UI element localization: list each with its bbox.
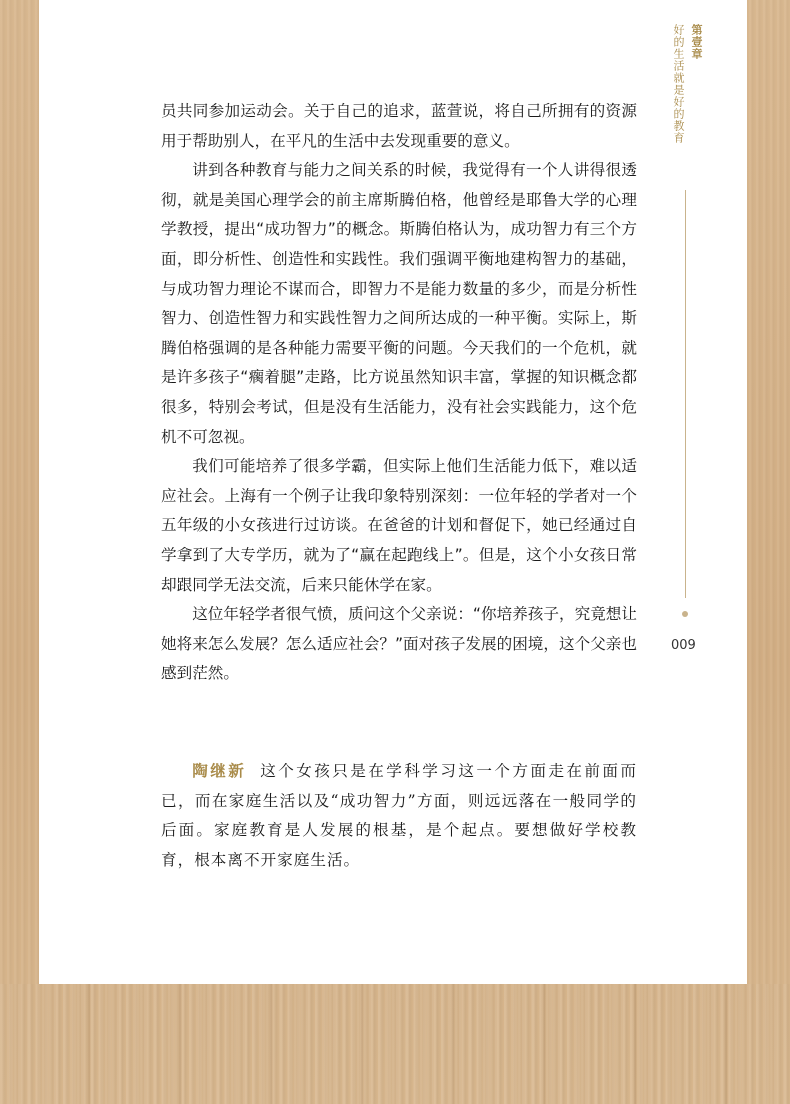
speaker-name: 陶继新 (192, 761, 247, 780)
paragraph-2: 讲到各种教育与能力之间关系的时候，我觉得有一个人讲得很透彻，就是美国心理学会的前主席斯腾伯格，他曾经是耶鲁大学的心理学教授，提出“成功智力”的概念。斯腾伯格认为，成功智力有三个方面，即分析性、创造性和实践性。我们强调平衡地建构智力的基础，与成功智力理论不谋而合，即智力不是能力数量的多少，而是分析性智力、创造性智力和实践性智力之间所达成的一种平衡。实际上，斯腾伯格强调的是各种能力需要平衡的问题。今天我们的一个危机，就是许多孩子“瘸着腿”走路，比方说虽然知识丰富，掌握的知识概念都很多，特别会考试，但是没有生活能力，没有社会实践能力，这个危机不可忽视。 (161, 161, 637, 446)
side-dot (682, 611, 688, 617)
book-page (39, 0, 747, 984)
body-text (161, 97, 637, 689)
running-header (667, 24, 707, 174)
chapter-label: 第壹章 (690, 24, 703, 60)
comment-paragraph (161, 756, 637, 875)
comment-text: 这个女孩只是在学科学习这一个方面走在前面而已，而在家庭生活以及“成功智力”方面，则远远落在一般同学的后面。家庭教育是人发展的根基，是个起点。要想做好学校教育，根本离不开家庭生活。 (161, 762, 637, 869)
wood-floor (0, 984, 790, 1104)
paragraph-3: 我们可能培养了很多学霸，但实际上他们生活能力低下，难以适应社会。上海有一个例子让我印象特别深刻：一位年轻的学者对一个五年级的小女孩进行过访谈。在爸爸的计划和督促下，她已经通过自学拿到了大专学历，就为了“赢在起跑线上”。但是，这个小女孩日常却跟同学无法交流，后来只能休学在家。 (161, 457, 637, 594)
paragraph-1: 员共同参加运动会。关于自己的追求，蓝萱说，将自己所拥有的资源用于帮助别人，在平凡的生活中去发现重要的意义。 (161, 102, 637, 150)
dialogue-comment (161, 756, 637, 875)
side-rule (685, 190, 686, 598)
paragraph-4: 这位年轻学者很气愤，质问这个父亲说：“你培养孩子，究竟想让她将来怎么发展？怎么适应社会？”面对孩子发展的困境，这个父亲也感到茫然。 (161, 605, 637, 683)
chapter-title: 好的生活就是好的教育 (672, 24, 685, 144)
page-number: 009 (671, 638, 696, 653)
